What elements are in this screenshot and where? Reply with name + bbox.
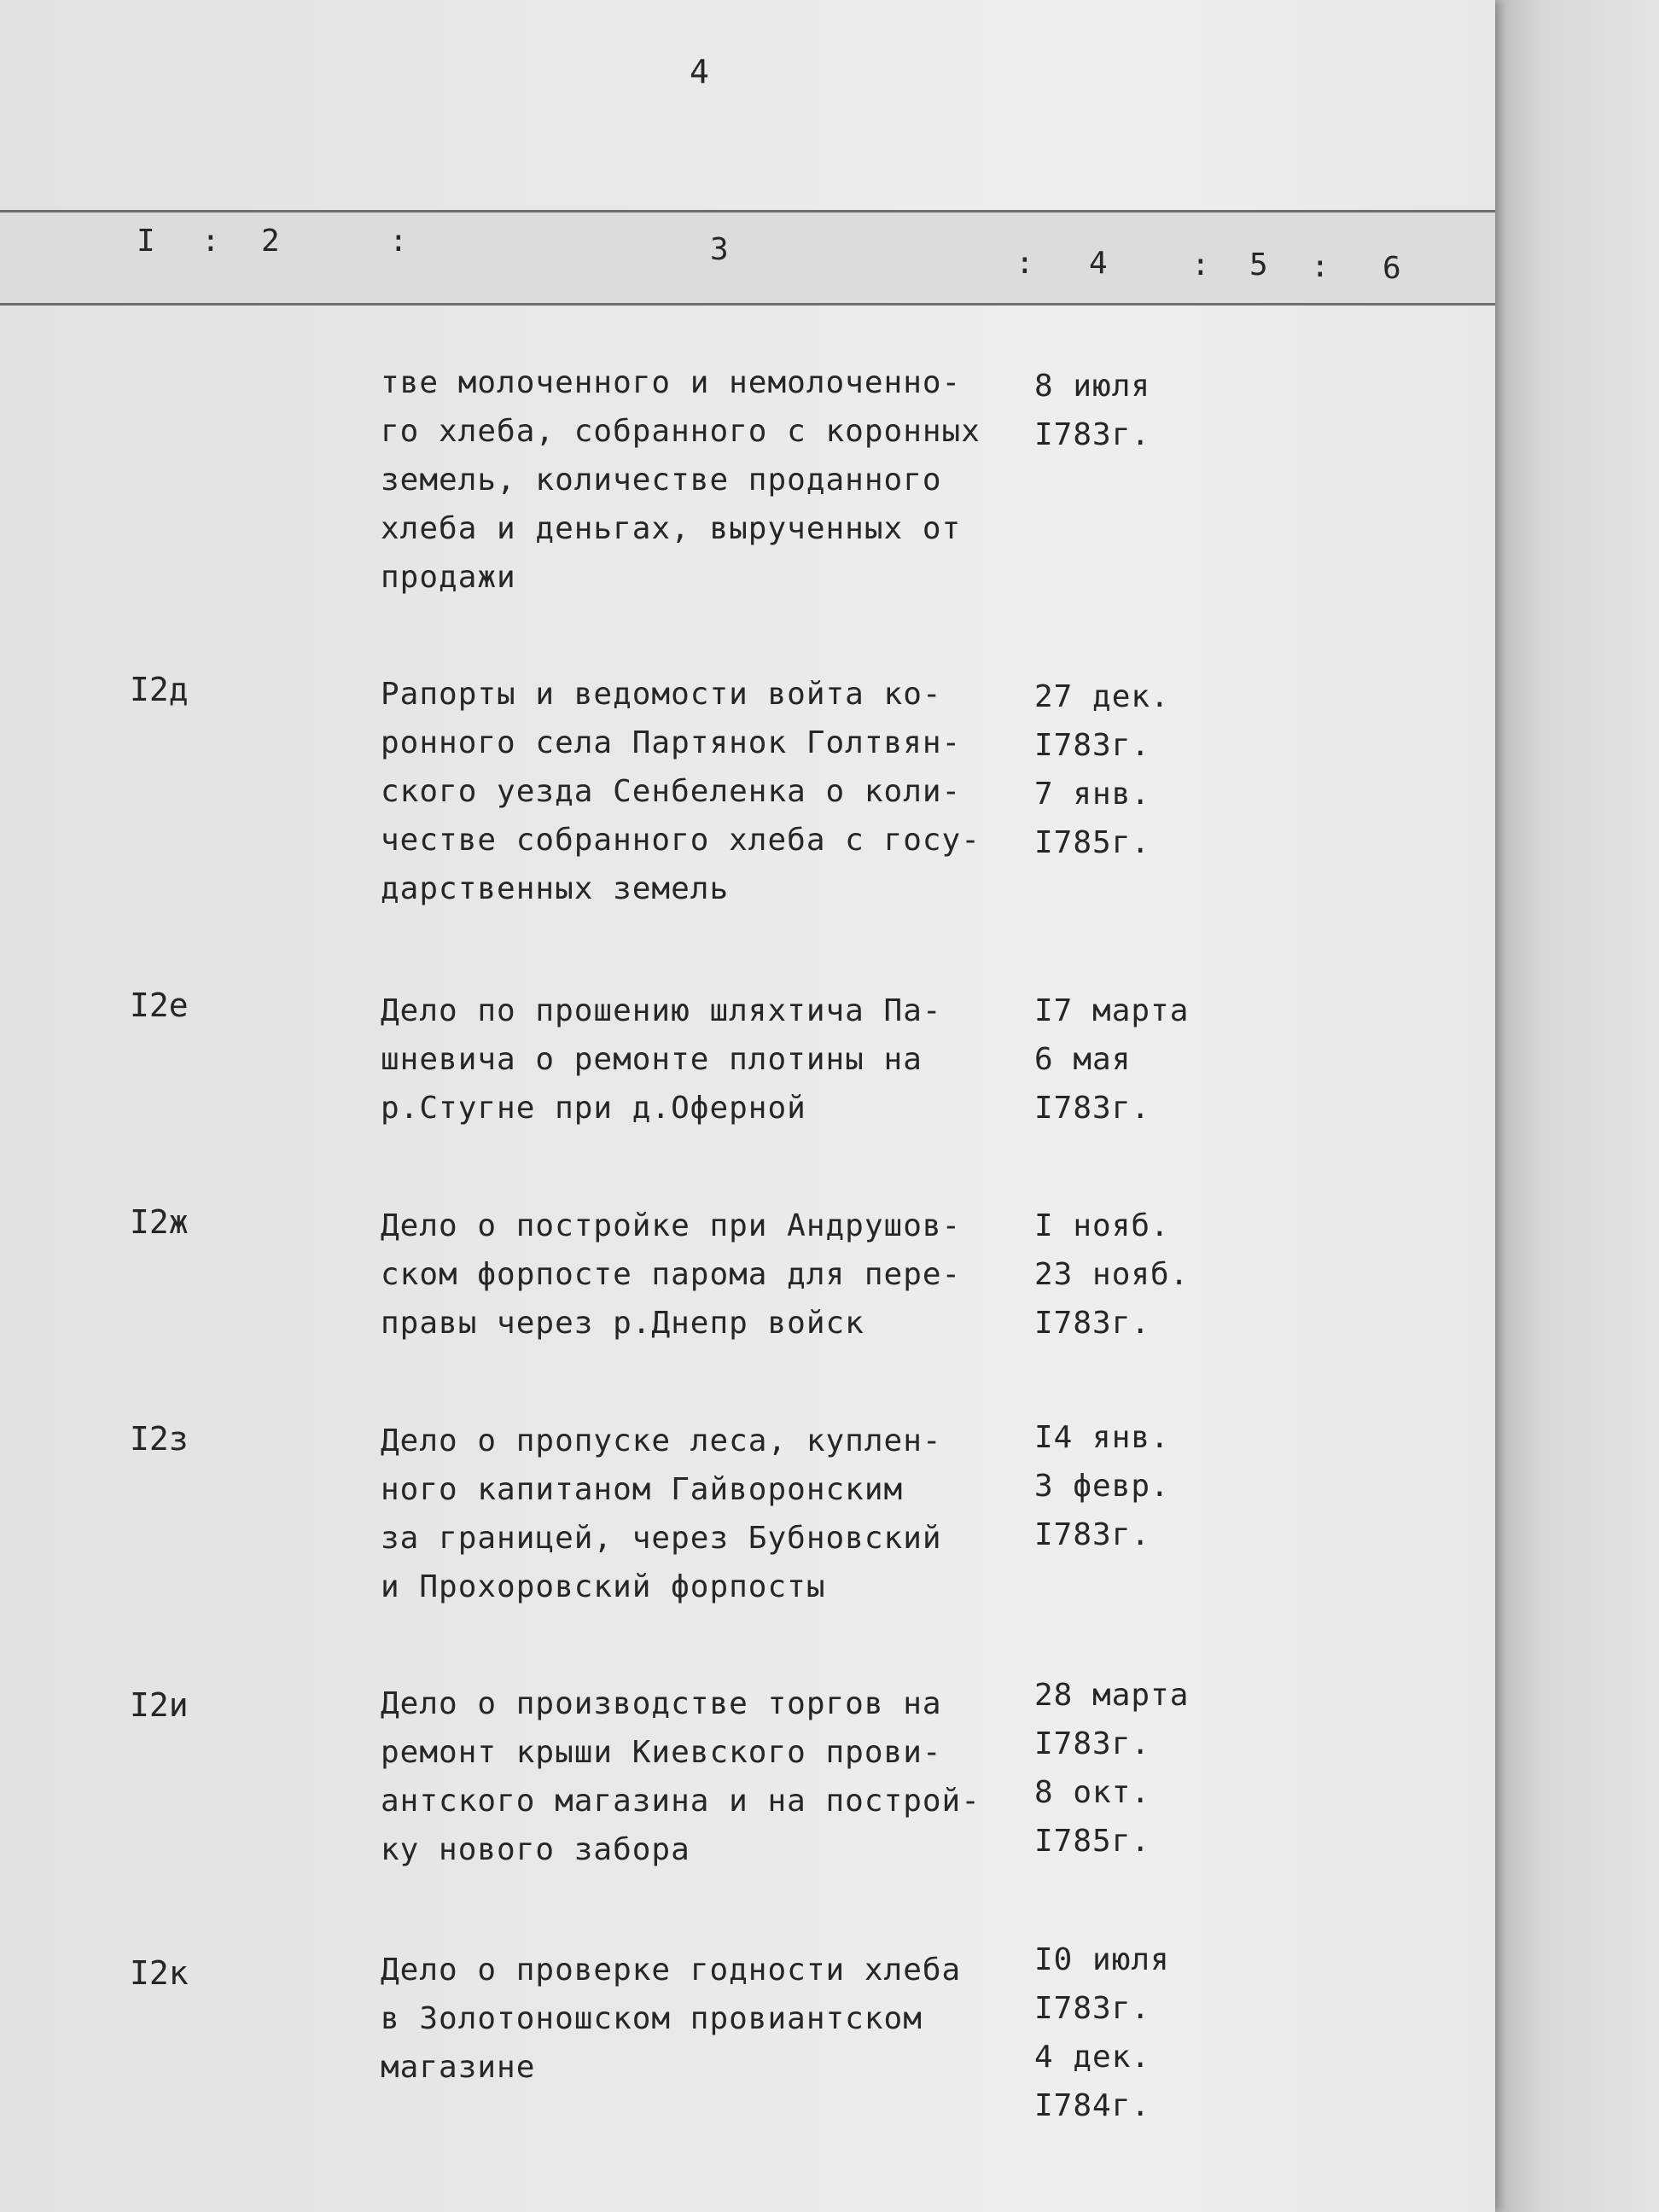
- row-dates: I7 марта 6 мая I783г.: [1034, 993, 1190, 1126]
- row-description: Дело о постройке при Андрушов- ском форпосте парома для пере- правы через р.Днепр войск: [381, 1208, 962, 1341]
- row-number: I2к: [130, 1954, 189, 1992]
- row-dates: I0 июля I783г. 4 дек. I784г.: [1034, 1942, 1170, 2123]
- row-dates: I4 янв. 3 февр. I783г.: [1034, 1420, 1170, 1552]
- row-number: I2з: [130, 1420, 189, 1458]
- row-description: тве молоченного и немолоченно- го хлеба, собранного с коронных земель, количестве проданного хлеба и деньгах, вырученных от продажи: [381, 365, 981, 595]
- column-separator: :: [1311, 249, 1330, 284]
- row-description: Дело о производстве торгов на ремонт крыши Киевского прови- антского магазина и на построй- ку нового забора: [381, 1686, 981, 1867]
- row-dates: 27 дек. I783г. 7 янв. I785г.: [1034, 679, 1170, 860]
- column-header-3: 3: [710, 232, 729, 267]
- row-number: I2ж: [130, 1203, 189, 1241]
- page-number: 4: [690, 53, 709, 90]
- row-description: Дело о проверке годности хлеба в Золотоношском провиантском магазине: [381, 1953, 962, 2085]
- row-dates: 8 июля I783г.: [1034, 369, 1151, 452]
- row-description: Дело о пропуске леса, куплен- ного капитаном Гайворонским за границей, через Бубновский и Прохоровский форпосты: [381, 1423, 942, 1604]
- row-number: I2д: [130, 671, 189, 708]
- column-header-1: I: [137, 224, 155, 259]
- column-header-4: 4: [1089, 246, 1108, 281]
- column-separator: :: [201, 224, 220, 259]
- underlying-page-edge: [1495, 0, 1659, 2212]
- column-header-band: [0, 210, 1495, 306]
- row-dates: 28 марта I783г. 8 окт. I785г.: [1034, 1678, 1190, 1859]
- row-description: Рапорты и ведомости войта ко- ронного села Партянок Голтвян- ского уезда Сенбеленка о коли- честве собранного хлеба с госу- дарственных земель: [381, 677, 981, 906]
- row-description: Дело по прошению шляхтича Па- шневича о ремонте плотины на р.Стугне при д.Оферной: [381, 993, 942, 1126]
- row-dates: I нояб. 23 нояб. I783г.: [1034, 1208, 1190, 1341]
- column-header-6: 6: [1382, 251, 1401, 286]
- column-header-2: 2: [261, 224, 280, 259]
- column-separator: :: [1016, 246, 1034, 281]
- column-separator: :: [389, 224, 408, 259]
- column-separator: :: [1191, 247, 1210, 282]
- column-header-5: 5: [1249, 247, 1268, 282]
- row-number: I2е: [130, 987, 189, 1024]
- row-number: I2и: [130, 1686, 189, 1724]
